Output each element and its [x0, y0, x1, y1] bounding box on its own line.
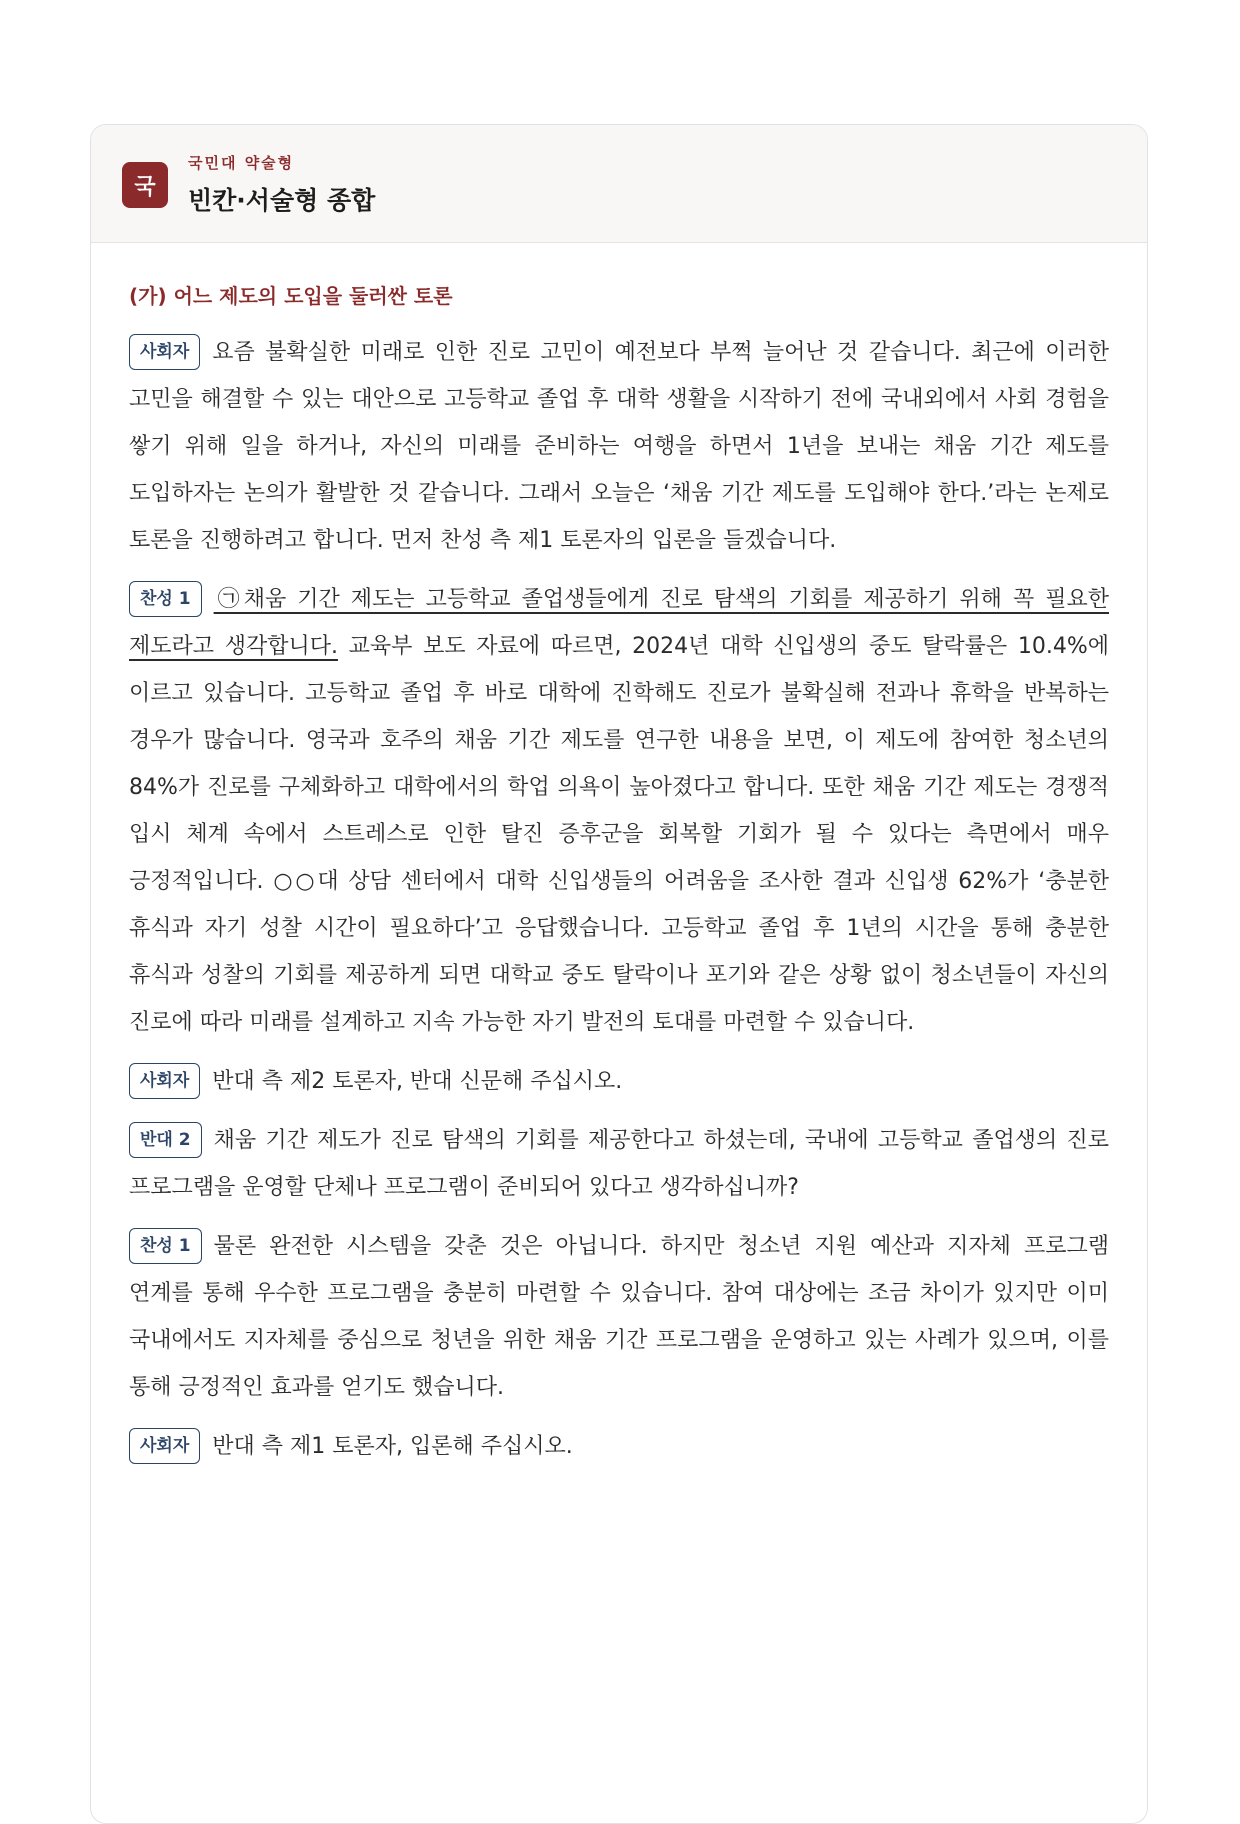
- speaker-label: 사회자: [129, 1063, 200, 1099]
- speaker-label: 찬성 1: [129, 1228, 202, 1264]
- speaker-label: 사회자: [129, 334, 200, 370]
- question-card: [90, 124, 1148, 1824]
- dialogue-turn: [129, 576, 1109, 1046]
- subject-badge: 국: [122, 162, 168, 208]
- turn-text: 교육부 보도 자료에 따르면, 2024년 대학 신입생의 중도 탈락률은 10.4%에 이르고 있습니다. 고등학교 졸업 후 바로 대학에 진학해도 진로가 불확실해 전과나 휴학을 반복하는 경우가 많습니다. 영국과 호주의 채움 기간 제도를 연구한 내용을 보면, 이 제도에 참여한 청소년의 84%가 진로를 구체화하고 대학에서의 학업 의욕이 높아졌다고 합니다. 또한 채움 기간 제도는 경쟁적 입시 체계 속에서 스트레스로 인한 탈진 증후군을 회복할 기회가 될 수 있다는 측면에서 매우 긍정적입니다. ○○대 상담 센터에서 대학 신입생들의 어려움을 조사한 결과 신입생 62%가 ‘충분한 휴식과 자기 성찰 시간이 필요하다’고 응답했습니다. 고등학교 졸업 후 1년의 시간을 통해 충분한 휴식과 성찰의 기회를 제공하게 되면 대학교 중도 탈락이나 포기와 같은 상황 없이 청소년들이 자신의 진로에 따라 미래를 설계하고 지속 가능한 자기 발전의 토대를 마련할 수 있습니다.: [129, 634, 1109, 1035]
- card-title: 빈칸·서술형 종합: [188, 186, 376, 215]
- turn-text: 반대 측 제1 토론자, 입론해 주십시오.: [212, 1434, 573, 1459]
- dialogue-turn: [129, 1058, 1109, 1105]
- card-kicker: 국민대 약술형: [188, 154, 295, 172]
- speaker-label: 반대 2: [129, 1122, 202, 1158]
- dialogue-turn: [129, 1423, 1109, 1470]
- turn-text: 요즘 불확실한 미래로 인한 진로 고민이 예전보다 부쩍 늘어난 것 같습니다. 최근에 이러한 고민을 해결할 수 있는 대안으로 고등학교 졸업 후 대학 생활을 시작하기 전에 국내외에서 사회 경험을 쌓기 위해 일을 하거나, 자신의 미래를 준비하는 여행을 하면서 1년을 보내는 채움 기간 제도를 도입하자는 논의가 활발한 것 같습니다. 그래서 오늘은 ‘채움 기간 제도를 도입해야 한다.’라는 논제로 토론을 진행하려고 합니다. 먼저 찬성 측 제1 토론자의 입론을 들겠습니다.: [129, 340, 1109, 553]
- card-header: [91, 125, 1147, 243]
- underlined-claim: ㉠채움 기간 제도는 고등학교 졸업생들에게 진로 탐색의 기회를 제공하기 위해 꼭 필요한 제도라고 생각합니다.: [129, 587, 1109, 659]
- dialogue-turn: [129, 1223, 1109, 1411]
- speaker-label: 찬성 1: [129, 581, 202, 617]
- turn-text: 반대 측 제2 토론자, 반대 신문해 주십시오.: [212, 1069, 623, 1094]
- section-title: (가) 어느 제도의 도입을 둘러싼 토론: [129, 284, 453, 308]
- turn-text: 채움 기간 제도가 진로 탐색의 기회를 제공한다고 하셨는데, 국내에 고등학교 졸업생의 진로 프로그램을 운영할 단체나 프로그램이 준비되어 있다고 생각하십니까?: [129, 1128, 1109, 1200]
- speaker-label: 사회자: [129, 1428, 200, 1464]
- card-body: [91, 243, 1147, 1470]
- turn-text: 물론 완전한 시스템을 갖춘 것은 아닙니다. 하지만 청소년 지원 예산과 지자체 프로그램 연계를 통해 우수한 프로그램을 충분히 마련할 수 있습니다. 참여 대상에는 조금 차이가 있지만 이미 국내에서도 지자체를 중심으로 청년을 위한 채움 기간 프로그램을 운영하고 있는 사례가 있으며, 이를 통해 긍정적인 효과를 얻기도 했습니다.: [129, 1234, 1109, 1400]
- dialogue-turn: [129, 329, 1109, 564]
- dialogue-turn: [129, 1117, 1109, 1211]
